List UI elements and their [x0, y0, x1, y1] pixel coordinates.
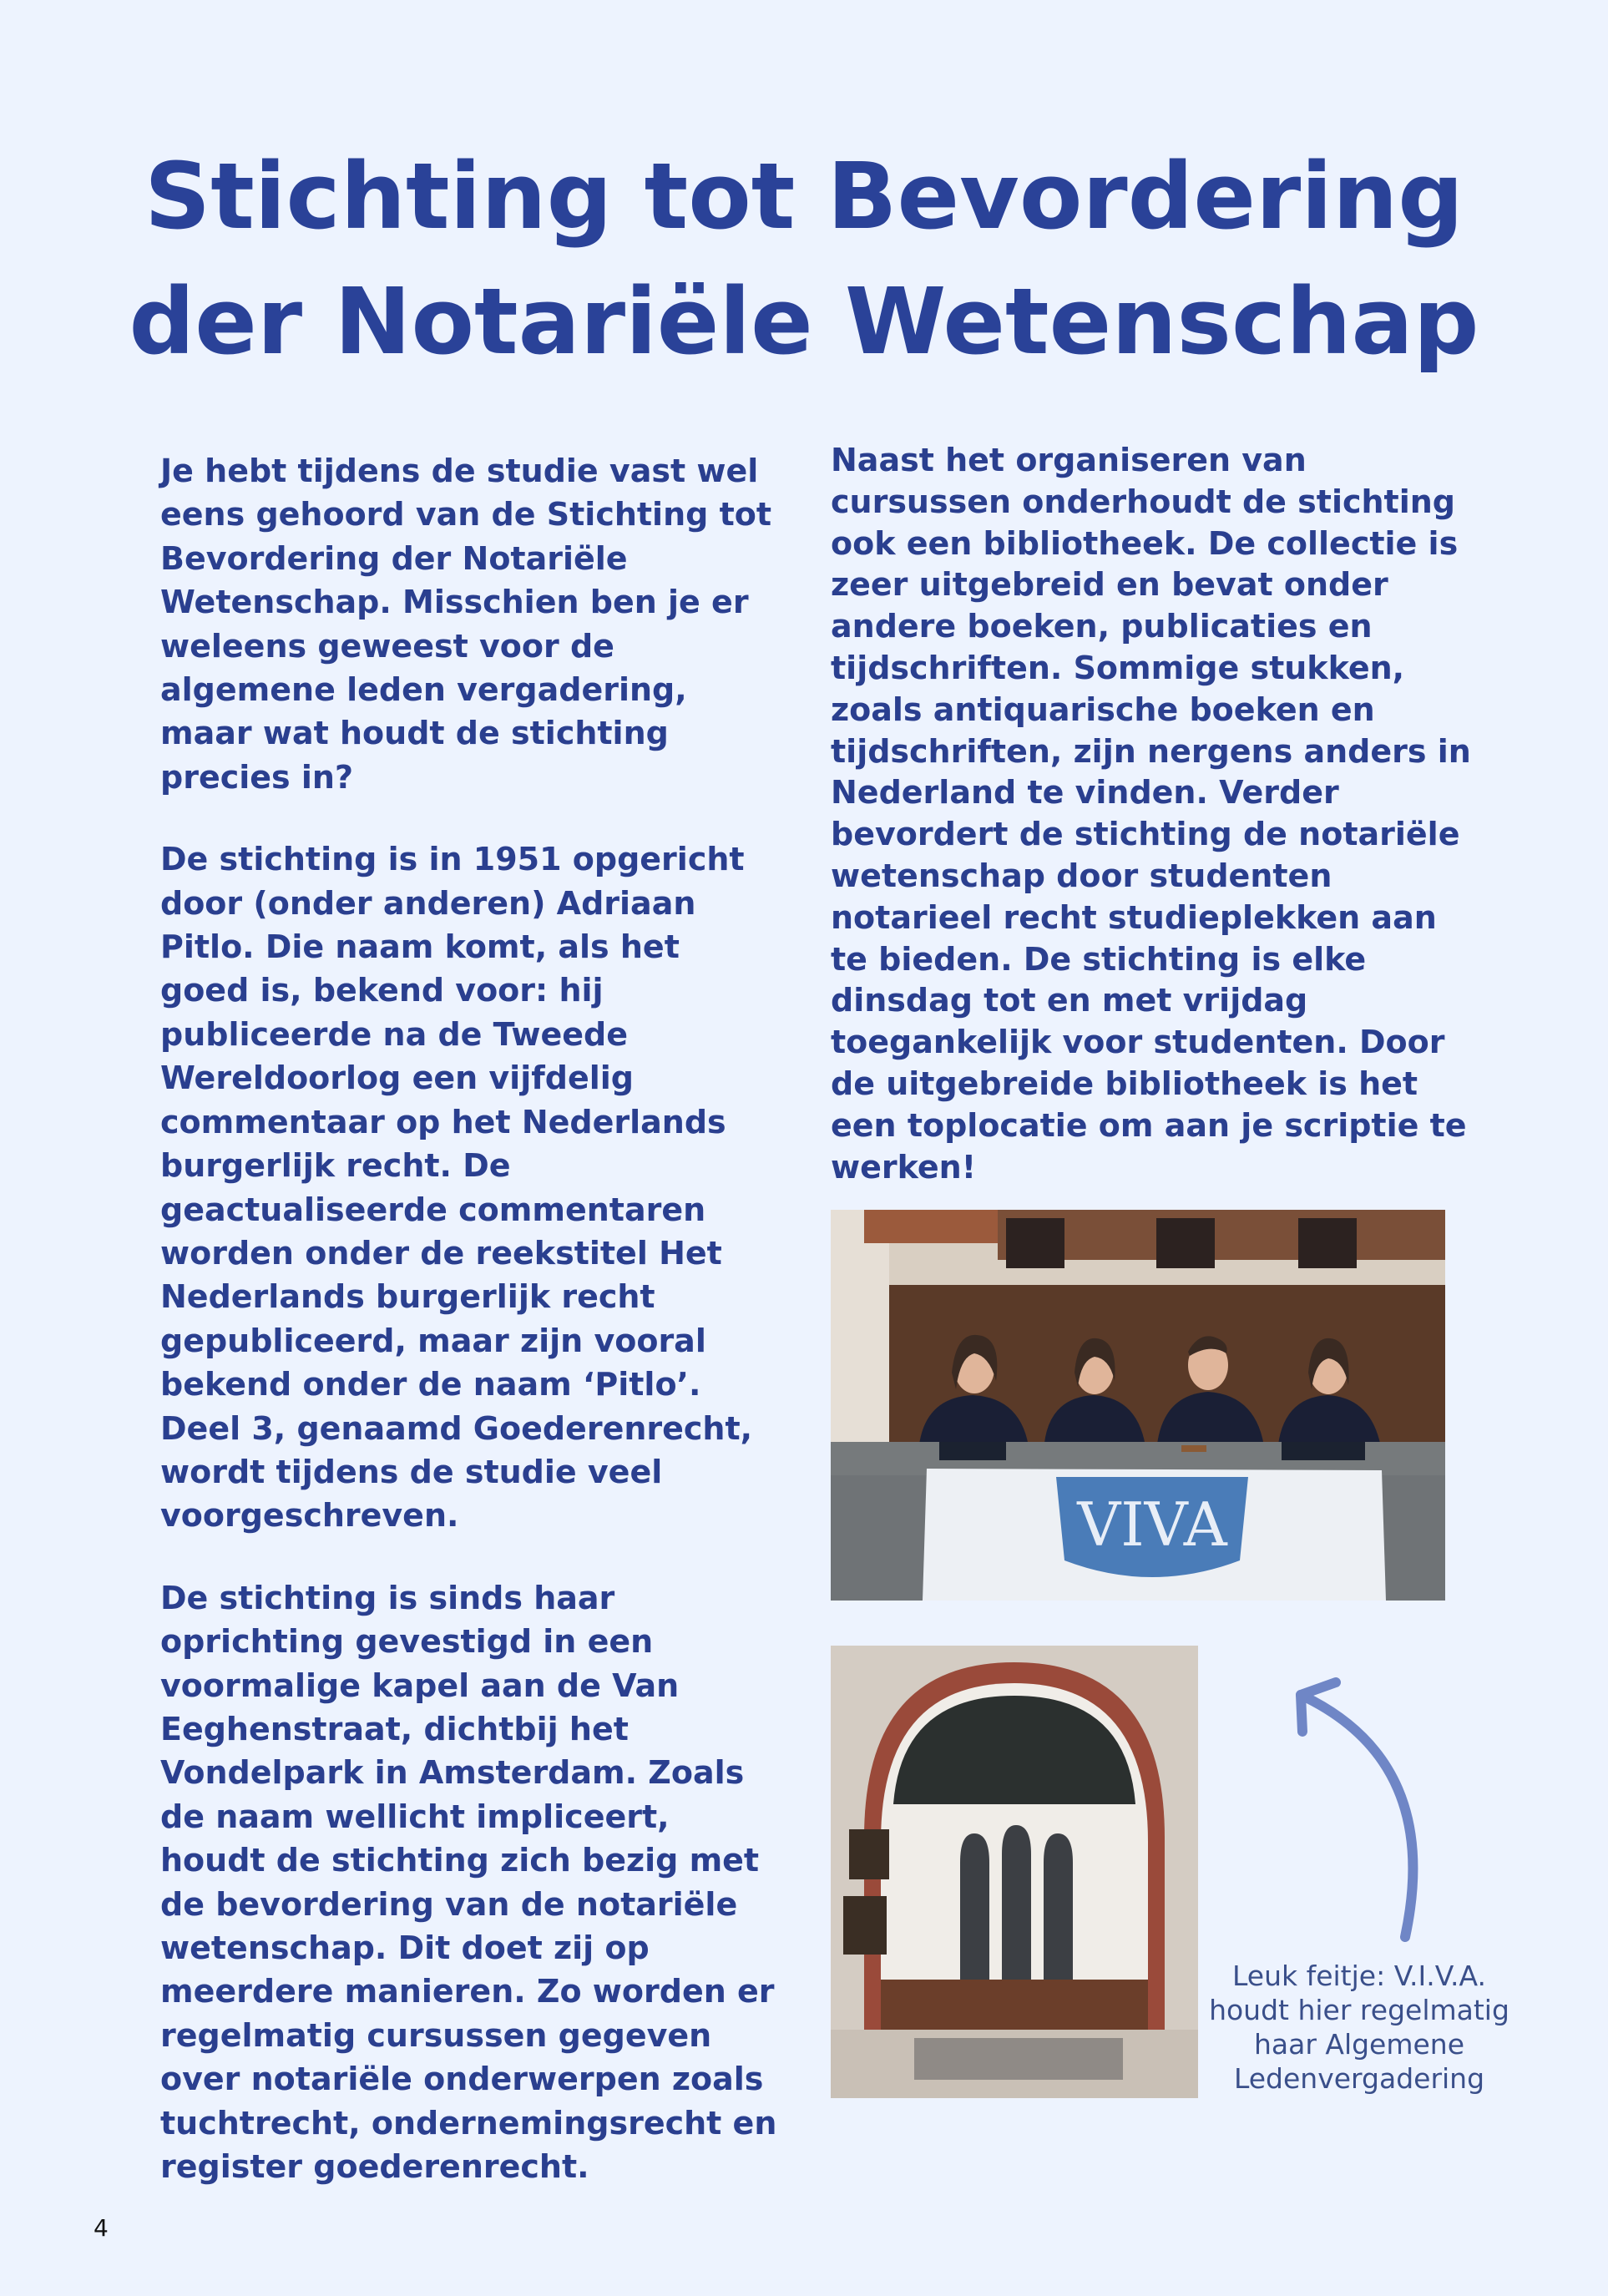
- page-title: [0, 134, 1608, 384]
- board-photo: [831, 1210, 1445, 1601]
- photo-caption: [1206, 1959, 1512, 2096]
- left-paragraph-2: De stichting is in 1951 opgericht door (onder anderen) Adriaan Pitlo. Die naam komt, als het goed is, bekend voor: hij publiceerde na de Tweede Wereldoorlog een vijfdelig commentaar op het Nederlands burgerlijk recht. De geactualiseerde commentaren worden onder de reekstitel Het Nederlands burgerlijk recht gepubliceerd, maar zijn vooral bekend onder de naam ‘Pitlo’. Deel 3, genaamd Goederenrecht, wordt tijdens de studie veel voorgeschreven.: [160, 841, 753, 1535]
- curved-arrow-icon: [1276, 1661, 1434, 1954]
- title-line-1: Stichting tot Bevordering: [144, 143, 1464, 250]
- right-column: [831, 440, 1482, 1188]
- caption-line-2: houdt hier regelmatig: [1209, 1994, 1509, 2026]
- title-line-2: der Notariële Wetenschap: [129, 268, 1479, 375]
- right-paragraph-1: Naast het organiseren van cursussen onderhoudt de stichting ook een bibliotheek. De collectie is zeer uitgebreid en bevat onder andere boeken, publicaties en tijdschriften. Sommige stukken, zoals antiquarische boeken en tijdschriften, zijn nergens anders in Nederland te vinden. Verder bevordert de stichting de notariële wetenschap door studenten notarieel recht studieplekken aan te bieden. De stichting is elke dinsdag tot en met vrijdag toegankelijk voor studenten. Door de uitgebreide bibliotheek is het een toplocatie om aan je scriptie te werken!: [831, 442, 1471, 1186]
- left-paragraph-1: Je hebt tijdens de studie vast wel eens gehoord van de Stichting tot Bevordering der Notariële Wetenschap. Misschien ben je er weleens geweest voor de algemene leden vergadering, maar wat houdt de stichting precies in?: [160, 453, 772, 796]
- left-column: [160, 449, 778, 2188]
- caption-line-1: Leuk feitje: V.I.V.A.: [1231, 1960, 1487, 1992]
- page-number: 4: [94, 2214, 109, 2242]
- caption-line-3: haar Algemene: [1253, 2028, 1465, 2061]
- caption-line-4: Ledenvergadering: [1233, 2062, 1485, 2095]
- chapel-photo: [831, 1646, 1198, 2098]
- viva-banner-text: VIVA: [1077, 1489, 1227, 1560]
- left-paragraph-3: De stichting is sinds haar oprichting gevestigd in een voormalige kapel aan de Van Eeghenstraat, dichtbij het Vondelpark in Amsterdam. Zoals de naam wellicht impliceert, houdt de stichting zich bezig met de bevordering van de notariële wetenschap. Dit doet zij op meerdere manieren. Zo worden er regelmatig cursussen gegeven over notariële onderwerpen zoals tuchtrecht, ondernemingsrecht en register goederenrecht.: [160, 1579, 777, 2186]
